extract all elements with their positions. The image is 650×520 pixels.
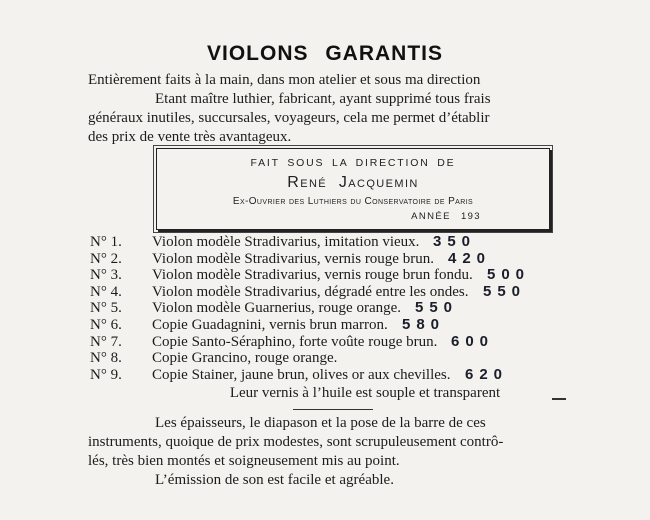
item-number: N° 6. [90, 316, 122, 333]
year-label: ANNÉE 193 [411, 211, 481, 222]
intro-paragraph [88, 71, 623, 147]
item-description: Violon modèle Stradivarius, vernis rouge brun. [152, 250, 434, 267]
item-price-stamp: 350 [433, 233, 477, 250]
list-item [90, 334, 650, 351]
item-number: N° 1. [90, 234, 122, 250]
maker-credential: Ex-Ouvrier des Luthiers du Conservatoire de Paris [232, 196, 474, 207]
maker-box [156, 148, 550, 230]
varnish-note: Leur vernis à l’huile est souple et transparent [229, 385, 501, 401]
item-description: Copie Guadagnini, vernis brun marron. [152, 316, 388, 333]
item-description: Violon modèle Stradivarius, vernis rouge brun fondu. [152, 267, 473, 284]
list-item [90, 367, 650, 384]
item-number: N° 8. [90, 350, 122, 367]
item-number: N° 4. [90, 283, 122, 300]
list-item [90, 251, 650, 268]
list-item [90, 267, 650, 284]
item-price-stamp: 620 [465, 365, 509, 383]
item-price-stamp: 580 [402, 315, 446, 333]
item-description: Copie Stainer, jaune brun, olives or aux chevilles. [152, 366, 451, 383]
item-price-stamp: 420 [448, 249, 492, 267]
intro-line: généraux inutiles, succursales, voyageurs, cela me permet d’établir [88, 110, 490, 126]
item-number: N° 3. [90, 267, 122, 284]
intro-line: des prix de vente très avantageux. [88, 129, 292, 145]
violin-price-list [90, 234, 650, 383]
item-number: N° 7. [90, 333, 122, 350]
outro-line: L’émission de son est facile et agréable. [155, 472, 394, 488]
item-number: N° 9. [90, 366, 122, 383]
intro-line: Etant maître luthier, fabricant, ayant supprimé tous frais [155, 91, 491, 107]
item-description: Violon modèle Guarnerius, rouge orange. [152, 300, 402, 317]
outro-line: lés, très bien montés et soigneusement mis au point. [88, 453, 400, 469]
box-heading: FAIT SOUS LA DIRECTION DE [250, 157, 456, 169]
page-title: VIOLONS GARANTIS [206, 42, 443, 65]
item-number: N° 2. [90, 250, 122, 267]
outro-paragraph [88, 414, 623, 490]
list-item [90, 350, 650, 367]
section-divider [293, 409, 373, 410]
item-description: Violon modèle Stradivarius, imitation vieux. [152, 234, 420, 250]
item-description: Copie Santo-Séraphino, forte voûte rouge brun. [152, 333, 438, 350]
outro-line: instruments, quoique de prix modestes, sont scrupuleusement contrô- [88, 434, 504, 450]
item-price-stamp: 500 [487, 266, 531, 284]
item-price-stamp: 550 [483, 282, 527, 300]
list-item [90, 234, 650, 251]
list-item [90, 300, 650, 317]
item-description: Copie Grancino, rouge orange. [152, 350, 338, 367]
item-number: N° 5. [90, 300, 122, 317]
stamp-dash [552, 398, 566, 400]
maker-name: René Jacquemin [287, 174, 419, 191]
intro-line: Entièrement faits à la main, dans mon atelier et sous ma direction [88, 72, 481, 88]
outro-line: Les épaisseurs, le diapason et la pose de la barre de ces [155, 415, 486, 431]
item-price-stamp: 600 [451, 332, 495, 350]
item-price-stamp: 550 [415, 299, 459, 317]
list-item [90, 284, 650, 301]
list-item [90, 317, 650, 334]
item-description: Violon modèle Stradivarius, dégradé entre les ondes. [152, 283, 469, 300]
